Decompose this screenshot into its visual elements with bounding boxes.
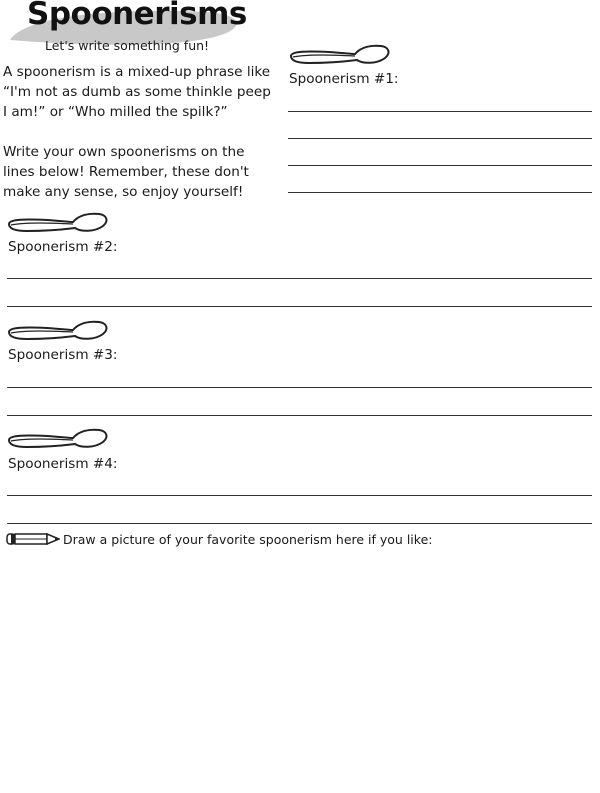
spoonerism-1-writing-line-1[interactable] xyxy=(288,111,592,112)
spoonerism-2-writing-line-2[interactable] xyxy=(7,306,592,307)
spoon-icon xyxy=(289,44,391,66)
spoonerism-1-label: Spoonerism #1: xyxy=(289,71,399,87)
spoonerism-1-writing-line-4[interactable] xyxy=(288,192,592,193)
page-title: Spoonerisms xyxy=(27,0,247,32)
spoonerism-3-writing-line-1[interactable] xyxy=(7,387,592,388)
intro-paragraph-instructions: Write your own spoonerisms on the lines below! Remember, these don't make any sense, so enjoy yourself! xyxy=(3,144,249,200)
spoonerism-4-writing-line-1[interactable] xyxy=(7,495,592,496)
intro-text xyxy=(3,62,275,202)
spoonerism-2-writing-line-1[interactable] xyxy=(7,278,592,279)
spoonerism-1-writing-line-2[interactable] xyxy=(288,138,592,139)
spoonerism-4-writing-line-2[interactable] xyxy=(7,523,592,524)
page-subtitle: Let's write something fun! xyxy=(45,38,210,53)
drawing-prompt: Draw a picture of your favorite spoonerism here if you like: xyxy=(63,532,433,547)
pencil-icon xyxy=(6,532,60,546)
spoonerism-3-writing-line-2[interactable] xyxy=(7,415,592,416)
spoonerism-3-label: Spoonerism #3: xyxy=(8,347,118,363)
spoon-icon xyxy=(7,320,109,342)
spoon-icon xyxy=(7,428,109,450)
intro-paragraph-definition: A spoonerism is a mixed-up phrase like “I'm not as dumb as some thinkle peep I am!” or “Who milled the spilk?” xyxy=(3,64,271,120)
drawing-area[interactable] xyxy=(0,552,600,793)
spoon-icon xyxy=(7,212,109,234)
spoonerism-2-label: Spoonerism #2: xyxy=(8,239,118,255)
spoonerism-1-writing-line-3[interactable] xyxy=(288,165,592,166)
spoonerism-4-label: Spoonerism #4: xyxy=(8,456,118,472)
